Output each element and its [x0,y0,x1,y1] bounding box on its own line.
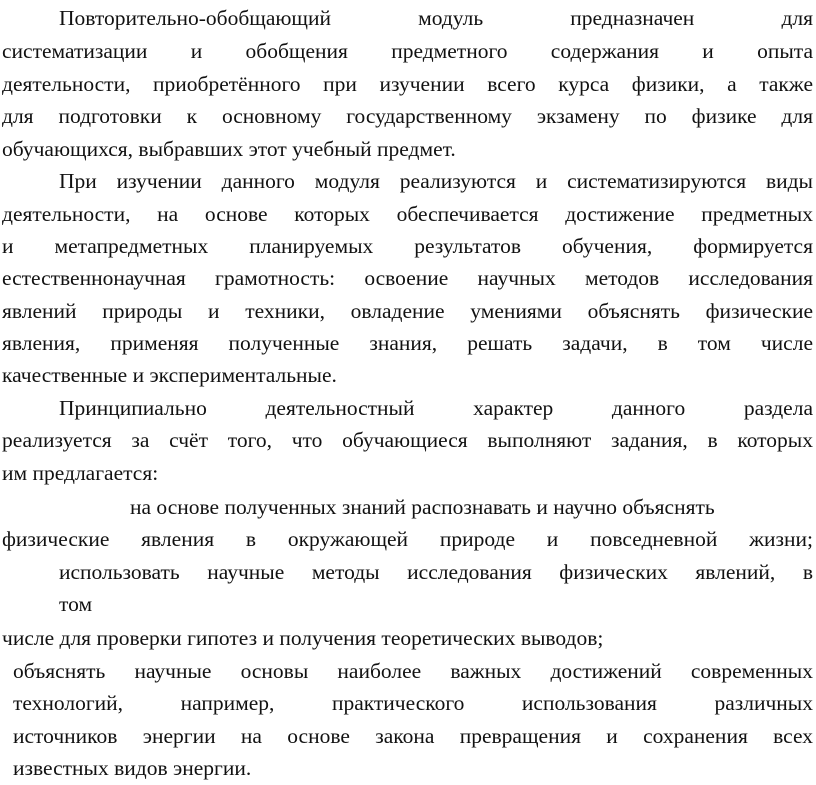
paragraph-line: обучающихся, выбравших этот учебный предмет. [2,137,456,161]
paragraph-line: систематизации и обобщения предметного содержания и опыта [2,39,813,63]
list-item-line: технологий, например, практического использования различных [13,691,813,715]
list-item-line: том [59,592,93,616]
list-item-line: числе для проверки гипотез и получения теоретических выводов; [2,626,604,650]
list-item-line: объяснять научные основы наиболее важных достижений современных [13,659,813,683]
paragraph-line: При изучении данного модуля реализуются и систематизируются виды [59,169,813,193]
paragraph-line: явления, применяя полученные знания, решать задачи, в том числе [2,331,813,355]
list-item-line: источников энергии на основе закона превращения и сохранения всех [13,724,813,748]
paragraph-line: деятельности, на основе которых обеспечивается достижение предметных [2,202,813,226]
paragraph-line: им предлагается: [2,461,159,485]
paragraph-line: и метапредметных планируемых результатов обучения, формируется [2,234,813,258]
list-item-line: физические явления в окружающей природе и повседневной жизни; [2,527,813,551]
paragraph-line: Повторительно-обобщающий модуль предназначен для [59,6,813,30]
list-item-line: известных видов энергии. [13,756,252,780]
paragraph-line: деятельности, приобретённого при изучении всего курса физики, а также [2,72,813,96]
paragraph-line: явлений природы и техники, овладение умениями объяснять физические [2,299,813,323]
paragraph-line: для подготовки к основному государственному экзамену по физике для [2,104,813,128]
paragraph-line: естественнонаучная грамотность: освоение научных методов исследования [2,266,813,290]
paragraph-line: реализуется за счёт того, что обучающиеся выполняют задания, в которых [2,428,813,452]
list-item-line: использовать научные методы исследования физических явлений, в [59,560,813,584]
list-item-line: на основе полученных знаний распознавать и научно объяснять [130,495,715,519]
paragraph-line: качественные и экспериментальные. [2,363,337,387]
paragraph-line: Принципиально деятельностный характер данного раздела [59,396,813,420]
